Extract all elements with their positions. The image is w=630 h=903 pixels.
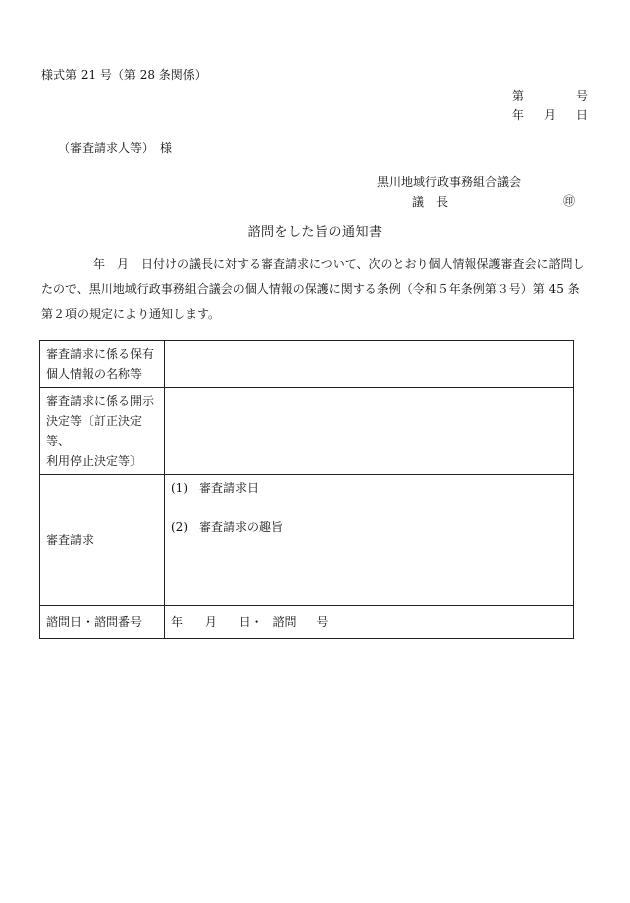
table-row — [40, 341, 574, 388]
date-year: 年 — [512, 108, 525, 122]
row2-label-line3: 利用停止決定等〕 — [46, 454, 143, 468]
item-key: (1) — [171, 481, 188, 495]
consultation-date-number[interactable] — [165, 606, 574, 639]
body-line-1: 年 月 日付けの議長に対する審査請求について、次のとおり個人情報保護審査会に諮問し — [93, 257, 585, 271]
body-text — [41, 252, 591, 327]
doc-number-dai: 第 — [512, 89, 525, 103]
row1-value[interactable] — [165, 341, 574, 388]
item-text: 審査請求の趣旨 — [199, 520, 284, 534]
item-key: (2) — [171, 520, 188, 534]
addressee: （審査請求人等） 様 — [58, 141, 173, 155]
consult-label: 諮問 — [272, 615, 297, 629]
row1-label-line2: 個人情報の名称等 — [46, 367, 143, 381]
table-row — [40, 388, 574, 475]
row2-value[interactable] — [165, 388, 574, 475]
table-row — [40, 475, 574, 606]
date-day: 日 — [576, 108, 589, 122]
date-month: 月 — [544, 108, 557, 122]
consult-number: 号 — [316, 615, 329, 629]
table-row — [40, 606, 574, 639]
form-number: 様式第 21 号（第 28 条関係） — [41, 68, 207, 82]
row4-label: 諮問日・諮問番号 — [40, 606, 165, 639]
body-line-2: たので、黒川地域行政事務組合議会の個人情報の保護に関する条例（令和５年条例第３号）第 45 条 — [41, 282, 580, 296]
row3-label: 審査請求 — [40, 475, 165, 606]
row1-label — [40, 341, 165, 388]
row1-label-line1: 審査請求に係る保有 — [46, 347, 155, 361]
row2-label-line1: 審査請求に係る開示 — [46, 394, 155, 408]
document-number — [512, 88, 589, 104]
item-text: 審査請求日 — [199, 481, 260, 495]
request-date-item — [171, 478, 567, 498]
sender-title: 議 長 — [412, 195, 449, 209]
consult-year: 年 — [171, 615, 184, 629]
row3-value[interactable] — [165, 475, 574, 606]
seal-mark: ㊞ — [563, 194, 576, 208]
row2-label-line2: 決定等〔訂正決定等、 — [46, 414, 143, 448]
row2-label — [40, 388, 165, 475]
request-purpose-item — [171, 517, 567, 537]
document-title: 諮問をした旨の通知書 — [247, 225, 383, 240]
notice-table — [39, 340, 574, 639]
doc-number-go: 号 — [576, 89, 589, 103]
body-line-3: 第２項の規定により通知します。 — [41, 307, 221, 321]
consult-day: 日・ — [238, 615, 263, 629]
sender-organization: 黒川地域行政事務組合議会 — [377, 175, 522, 189]
consult-month: 月 — [204, 615, 217, 629]
